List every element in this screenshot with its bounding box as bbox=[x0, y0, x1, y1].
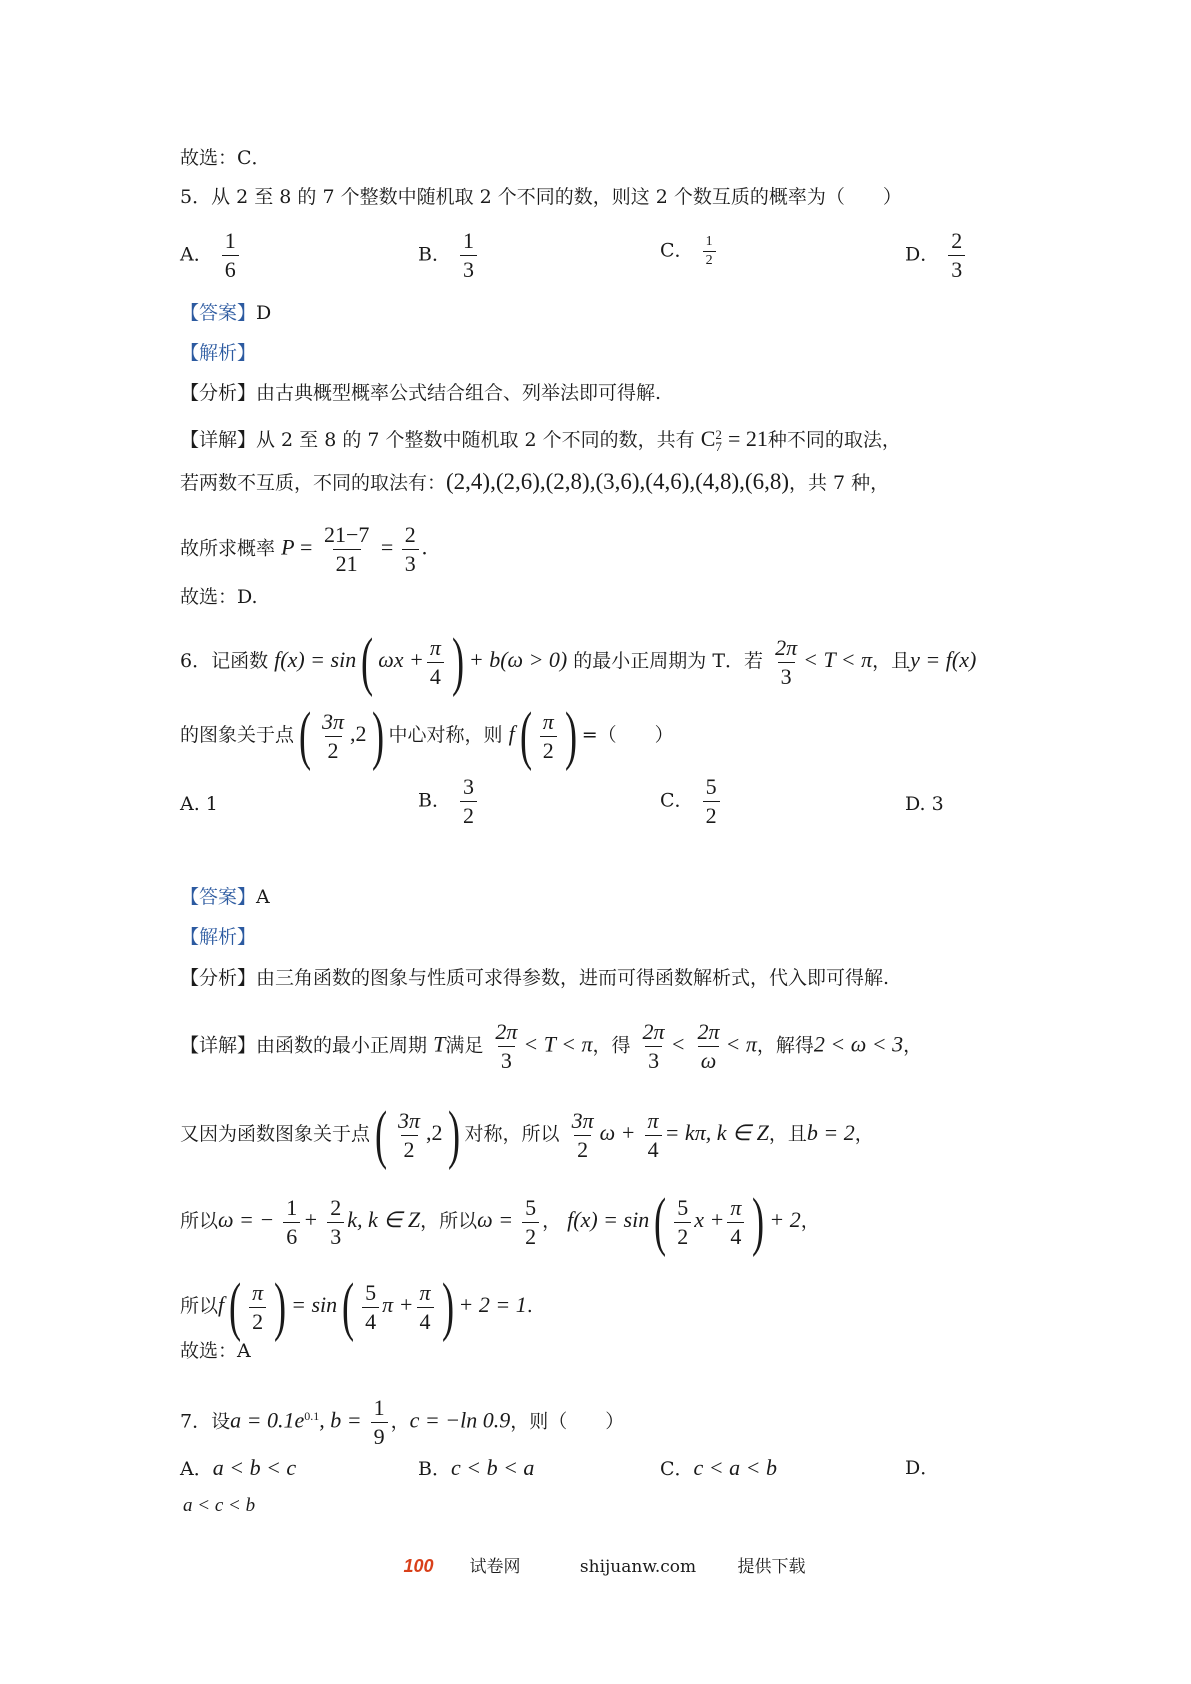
numerator: 5 bbox=[677, 1194, 689, 1220]
numerator: 2π bbox=[495, 1019, 518, 1044]
numerator: 3π bbox=[398, 1107, 421, 1133]
numerator: π bbox=[647, 1107, 659, 1133]
q6-xiangjie-line3: 所以ω = − $\frac{1}{6}$ + $\frac{2}{3}$ k, k ∈ Z，所以ω = $\frac{5}{2}$ ， f(x) = sin( $\frac{5}{2}$ x + $\frac{\pi}{4}$ ) + 2， bbox=[180, 1185, 820, 1258]
q7-option-b bbox=[418, 1456, 534, 1481]
q7-option-a bbox=[180, 1456, 296, 1481]
math: < bbox=[670, 1031, 686, 1057]
option-expr: a < b < c bbox=[212, 1455, 297, 1480]
text: 6．记函数 bbox=[180, 650, 269, 672]
text: 故所求概率 bbox=[180, 537, 276, 560]
option-label: C． bbox=[660, 1458, 694, 1480]
q5-stem: 5．从 2 至 8 的 7 个整数中随机取 2 个不同的数，则这 2 个数互质的概率为（ ） bbox=[180, 186, 902, 208]
numerator: 3π bbox=[571, 1107, 594, 1133]
denominator: 2 bbox=[325, 736, 342, 764]
option-label: C． bbox=[660, 239, 694, 262]
denominator: 2 bbox=[574, 1135, 591, 1163]
text: 又因为函数图象关于点 bbox=[180, 1123, 371, 1145]
numerator: π bbox=[730, 1194, 742, 1220]
text: ，则（ ） bbox=[510, 1410, 625, 1433]
footer-slogan: 提供下载 bbox=[737, 1557, 806, 1577]
option-label: B． bbox=[418, 243, 451, 266]
text: ， bbox=[542, 1210, 562, 1232]
numerator: 1 bbox=[705, 234, 713, 249]
text: 种不同的取法， bbox=[767, 429, 901, 451]
math: ,2 bbox=[350, 721, 367, 746]
q5-jiexi-tag: 【解析】 bbox=[180, 342, 257, 364]
denominator: 2 bbox=[249, 1307, 266, 1335]
numerator: π bbox=[429, 634, 441, 660]
math: f(x) = sin bbox=[274, 647, 357, 672]
site-name: 试卷网 bbox=[469, 1557, 521, 1577]
math: T bbox=[433, 1031, 446, 1057]
math: f bbox=[218, 1292, 225, 1317]
numerator: 5 bbox=[705, 774, 717, 799]
numerator: 1 bbox=[463, 228, 475, 253]
text: ，且 bbox=[768, 1123, 807, 1145]
numerator: 5 bbox=[525, 1194, 537, 1220]
denominator: 2 bbox=[540, 736, 557, 764]
numerator: π bbox=[542, 708, 554, 734]
numerator: 2 bbox=[404, 522, 416, 547]
q6-xiangjie-line1 bbox=[180, 1019, 922, 1074]
numerator: 1 bbox=[286, 1194, 298, 1220]
numerator: 1 bbox=[373, 1395, 385, 1420]
q6-option-b bbox=[418, 774, 480, 829]
text: ， bbox=[854, 1123, 874, 1145]
numerator: 3 bbox=[463, 774, 475, 799]
site-logo: 100 bbox=[403, 1556, 434, 1576]
q5-xiangjie-line1 bbox=[180, 427, 901, 453]
text: ，共 7 种， bbox=[789, 472, 890, 494]
math: + 2 = 1 bbox=[458, 1292, 527, 1317]
math: + b(ω > 0) bbox=[468, 647, 568, 672]
denominator: 2 bbox=[522, 1222, 539, 1250]
math: = kπ, k ∈ Z bbox=[664, 1120, 769, 1145]
denominator: 3 bbox=[778, 662, 795, 690]
text: 对称，所以 bbox=[464, 1123, 560, 1145]
denominator: 4 bbox=[427, 662, 444, 690]
math: , b = bbox=[319, 1407, 362, 1433]
numerator: 2 bbox=[951, 228, 963, 253]
q7-stem bbox=[180, 1395, 624, 1450]
combination-indices: 2 7 bbox=[715, 427, 722, 454]
text: 的最小正周期为 T．若 bbox=[573, 650, 764, 672]
denominator: 4 bbox=[645, 1135, 662, 1163]
text: 的图象关于点 bbox=[180, 724, 295, 746]
q4-conclusion: 故选：C． bbox=[180, 147, 271, 169]
math: < T < π bbox=[523, 1031, 593, 1057]
answer-value: A bbox=[256, 886, 270, 908]
q6-xiangjie-line4: 所以f( $\frac{\pi}{2}$ ) = sin( $\frac{5}{4}$ π + $\frac{\pi}{4}$ ) + 2 = 1. bbox=[180, 1270, 533, 1343]
option-expr: c < b < a bbox=[450, 1455, 535, 1480]
q5-option-b bbox=[418, 228, 480, 283]
option-label: A． bbox=[180, 1458, 213, 1480]
answer-value: D bbox=[256, 302, 272, 324]
denominator: 6 bbox=[222, 255, 239, 283]
math: P bbox=[281, 534, 295, 560]
q5-option-a bbox=[180, 228, 242, 283]
math: a = 0.1e bbox=[230, 1407, 305, 1433]
denominator: 3 bbox=[498, 1046, 515, 1074]
numerator: 3π bbox=[322, 708, 345, 734]
q5-option-c bbox=[660, 234, 719, 269]
text: . bbox=[526, 1295, 533, 1317]
q6-stem-line1: 6．记函数 f(x) = sin( ωx + $\frac{\pi}{4}$ ) + b(ω > 0) 的最小正周期为 T．若 $\frac{2\pi}{3}$ < T < π，且y = f(x) bbox=[180, 625, 977, 698]
denominator: 3 bbox=[460, 255, 477, 283]
math: y = f(x) bbox=[910, 647, 977, 672]
math: < T < π bbox=[803, 647, 873, 672]
text: 中心对称，则 bbox=[388, 724, 503, 746]
math: x + bbox=[694, 1207, 725, 1232]
math: ω = bbox=[477, 1207, 514, 1232]
q6-option-d: D. 3 bbox=[905, 793, 944, 815]
fenxi-tag: 【分析】 bbox=[180, 967, 257, 989]
q5-answer bbox=[180, 301, 271, 325]
option-label: B． bbox=[418, 789, 451, 812]
math: ωx + bbox=[378, 647, 424, 672]
text: 所以 bbox=[180, 1210, 219, 1232]
numerator: π bbox=[419, 1279, 431, 1305]
math: + bbox=[303, 1207, 319, 1232]
q6-option-c bbox=[660, 774, 723, 829]
denominator: 3 bbox=[402, 549, 419, 577]
q7-option-d: D． bbox=[905, 1457, 940, 1479]
numerator: 2π bbox=[697, 1019, 720, 1044]
math: f(x) = sin bbox=[567, 1207, 650, 1232]
q7-option-d-expr: a < c < b bbox=[183, 1495, 256, 1516]
text: ，且 bbox=[872, 650, 911, 672]
denominator: 4 bbox=[362, 1307, 379, 1335]
denominator: 6 bbox=[283, 1222, 300, 1250]
option-label: D． bbox=[905, 243, 940, 266]
denominator: 4 bbox=[417, 1307, 434, 1335]
fenxi-text: 由三角函数的图象与性质可求得参数，进而可得函数解析式，代入即可得解. bbox=[256, 967, 890, 989]
numerator: 2 bbox=[330, 1194, 342, 1220]
text: ， bbox=[390, 1410, 410, 1433]
text: 所以 bbox=[180, 1295, 219, 1317]
math: = 21 bbox=[727, 426, 768, 451]
q6-jiexi-tag: 【解析】 bbox=[180, 926, 257, 948]
xiangjie-tag: 【详解】 bbox=[180, 429, 257, 451]
q5-conclusion: 故选：D. bbox=[180, 586, 258, 608]
math: ω = − bbox=[218, 1207, 275, 1232]
denominator: ω bbox=[698, 1046, 720, 1074]
q6-fenxi bbox=[180, 966, 889, 990]
combination-symbol: C bbox=[700, 426, 716, 451]
text: ，得 bbox=[592, 1034, 631, 1057]
option-label: A． bbox=[180, 243, 213, 266]
math: b = 2 bbox=[806, 1120, 855, 1145]
q6-stem-line2: 的图象关于点( $\frac{3\pi}{2}$ ,2) 中心对称，则 f( $\frac{\pi}{2}$ ) =（ ） bbox=[180, 699, 674, 772]
q6-answer bbox=[180, 885, 270, 909]
fenxi-tag: 【分析】 bbox=[180, 382, 257, 404]
q6-conclusion: 故选：A bbox=[180, 1340, 251, 1362]
option-expr: c < a < b bbox=[693, 1455, 778, 1480]
math: c = −ln 0.9 bbox=[409, 1407, 511, 1433]
denominator: 2 bbox=[674, 1222, 691, 1250]
math: k, k ∈ Z bbox=[347, 1207, 421, 1232]
option-label: B． bbox=[418, 1458, 451, 1480]
footer-domain[interactable]: shijuanw.com bbox=[579, 1557, 697, 1577]
denominator: 4 bbox=[727, 1222, 744, 1250]
text: 若两数不互质，不同的取法有： bbox=[180, 472, 447, 494]
denominator: 2 bbox=[703, 251, 716, 269]
text: ， bbox=[903, 1034, 923, 1057]
math: ω + bbox=[599, 1120, 636, 1145]
q7-option-c bbox=[660, 1456, 777, 1481]
denominator: 3 bbox=[645, 1046, 662, 1074]
numerator: 5 bbox=[365, 1279, 377, 1305]
q6-option-a: A. 1 bbox=[180, 793, 218, 815]
math: f bbox=[508, 721, 515, 746]
denominator: 3 bbox=[948, 255, 965, 283]
text: 满足 bbox=[445, 1034, 484, 1057]
numerator: 2π bbox=[642, 1019, 665, 1044]
math: < π bbox=[725, 1031, 757, 1057]
page-footer bbox=[0, 1552, 1191, 1577]
pair-list: (2,4),(2,6),(2,8),(3,6),(4,6),(4,8),(6,8) bbox=[446, 469, 789, 494]
exponent: 0.1 bbox=[304, 1409, 320, 1424]
option-label: C． bbox=[660, 789, 694, 812]
math: 2 < ω < 3 bbox=[813, 1031, 904, 1057]
math: π + bbox=[382, 1292, 414, 1317]
text: ，所以 bbox=[420, 1210, 478, 1232]
denominator: 2 bbox=[460, 801, 477, 829]
denominator: 21 bbox=[333, 549, 361, 577]
numerator: π bbox=[252, 1279, 264, 1305]
answer-tag: 【答案】 bbox=[180, 302, 257, 324]
text: ， bbox=[800, 1210, 820, 1232]
denominator: 2 bbox=[401, 1135, 418, 1163]
denominator: 9 bbox=[371, 1422, 388, 1450]
text: 由函数的最小正周期 bbox=[256, 1034, 428, 1057]
text: 从 2 至 8 的 7 个整数中随机取 2 个不同的数，共有 bbox=[256, 429, 695, 451]
text: =（ ） bbox=[581, 724, 674, 746]
text: 7．设 bbox=[180, 1410, 231, 1433]
numerator: 1 bbox=[224, 228, 236, 253]
denominator: 2 bbox=[703, 801, 720, 829]
fenxi-text: 由古典概型概率公式结合组合、列举法即可得解. bbox=[256, 382, 662, 404]
math: + 2 bbox=[769, 1207, 801, 1232]
q5-option-d bbox=[905, 228, 968, 283]
answer-tag: 【答案】 bbox=[180, 886, 257, 908]
text: ，解得 bbox=[756, 1034, 814, 1057]
numerator: 21−7 bbox=[323, 522, 370, 547]
q5-xiangjie-line3: 故所求概率 P = $\frac{21-7}{21}$ = $\frac{2}{3}$ . bbox=[180, 522, 428, 576]
q6-xiangjie-line2: 又因为函数图象关于点( $\frac{3\pi}{2}$ ,2) 对称，所以 $\frac{3\pi}{2}$ ω + $\frac{\pi}{4}$ = kπ, k ∈ Z，且b = 2， bbox=[180, 1098, 874, 1171]
q5-xiangjie-line2 bbox=[180, 470, 889, 495]
q5-fenxi bbox=[180, 381, 661, 405]
math: ,2 bbox=[426, 1120, 443, 1145]
math: = sin bbox=[291, 1292, 338, 1317]
xiangjie-tag: 【详解】 bbox=[180, 1034, 257, 1057]
footer-brand bbox=[385, 1557, 538, 1577]
numerator: 2π bbox=[775, 634, 798, 660]
denominator: 3 bbox=[327, 1222, 344, 1250]
